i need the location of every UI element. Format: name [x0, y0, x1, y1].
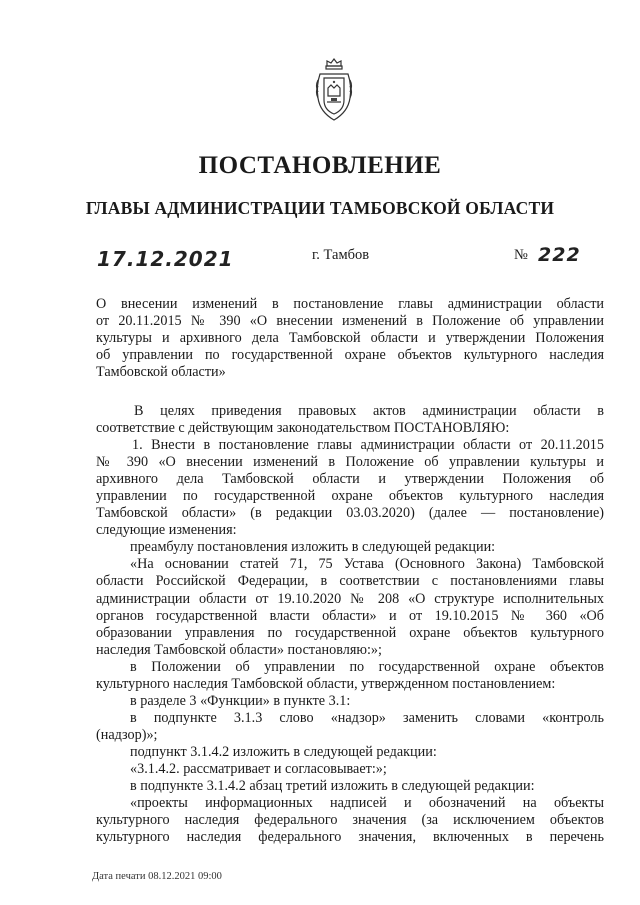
- subject-line: культуры и архивного дела Тамбовской области и утверждении Положения: [96, 330, 604, 347]
- city-label: г. Тамбов: [312, 247, 370, 263]
- body-line: Тамбовской области» (в редакции 03.03.2020) (далее — постановление): [96, 505, 604, 522]
- body-line: подпункт 3.1.4.2 изложить в следующей редакции:: [130, 743, 437, 760]
- body-line: преамбулу постановления изложить в следующей редакции:: [130, 539, 496, 556]
- body-line: культурного наследия федерального значения (за исключением объектов: [96, 812, 604, 829]
- body-line: «На основании статей 71, 75 Устава (Основного Закона) Тамбовской: [130, 556, 604, 573]
- body-line: органов государственной власти области» и от 19.10.2015 № 360 «Об: [96, 607, 604, 624]
- subject-line: от 20.11.2015 № 390 «О внесении изменений в Положение об управлении: [96, 313, 604, 330]
- body-line: управлении по государственной охране объектов культурного наследия: [96, 488, 604, 505]
- document-title: ПОСТАНОВЛЕНИЕ: [198, 152, 442, 179]
- body-line: наследия Тамбовской области» постановляю:»;: [96, 641, 382, 658]
- number-label: №: [514, 247, 528, 263]
- body-line: соответствие с действующим законодательством ПОСТАНОВЛЯЮ:: [96, 420, 510, 437]
- document-subject: [96, 296, 604, 381]
- body-line: в подпункте 3.1.4.2 абзац третий изложить в следующей редакции:: [130, 778, 535, 795]
- handwritten-date: 17.12.2021: [97, 247, 234, 271]
- body-line: культурного наследия Тамбовской области, утвержденном постановлением:: [96, 675, 556, 692]
- body-line: архивного дела Тамбовской области и утверждении Положения об: [96, 471, 604, 488]
- subject-line: об управлении по государственной охране объектов культурного наследия: [96, 347, 604, 364]
- document-subtitle: ГЛАВЫ АДМИНИСТРАЦИИ ТАМБОВСКОЙ ОБЛАСТИ: [85, 198, 555, 218]
- body-line: области Российской Федерации, в соответствии с постановлениями главы: [96, 573, 604, 590]
- body-line: 1. Внести в постановление главы администрации области от 20.11.2015: [132, 437, 604, 454]
- body-line: В целях приведения правовых актов администрации области в: [134, 403, 604, 419]
- print-date-footer: Дата печати 08.12.2021 09:00: [92, 871, 222, 882]
- body-line: следующие изменения:: [96, 522, 237, 539]
- body-line: № 390 «О внесении изменений в Положение об управлении культуры и: [96, 454, 604, 471]
- body-line: «3.1.4.2. рассматривает и согласовывает:»;: [130, 760, 387, 777]
- subject-line: О внесении изменений в постановление главы администрации области: [96, 296, 604, 312]
- body-line: администрации области от 19.10.2020 № 208 «О структуре исполнительных: [96, 590, 604, 607]
- body-line: (надзор)»;: [96, 726, 158, 743]
- body-line: «проекты информационных надписей и обозначений на объекты: [130, 795, 604, 812]
- coat-of-arms-emblem: [312, 56, 356, 124]
- subject-line: Тамбовской области»: [96, 364, 226, 381]
- body-line: в Положении об управлении по государственной охране объектов: [130, 658, 604, 675]
- body-line: культурного наследия федерального значения, включенных в перечень: [96, 829, 604, 846]
- body-line: в разделе 3 «Функции» в пункте 3.1:: [130, 692, 351, 709]
- body-line: образовании управления по государственной охране объектов культурного: [96, 624, 604, 641]
- handwritten-number: 222: [538, 244, 581, 266]
- body-line: в подпункте 3.1.3 слово «надзор» заменить словами «контроль: [130, 709, 604, 726]
- document-body: [96, 403, 604, 846]
